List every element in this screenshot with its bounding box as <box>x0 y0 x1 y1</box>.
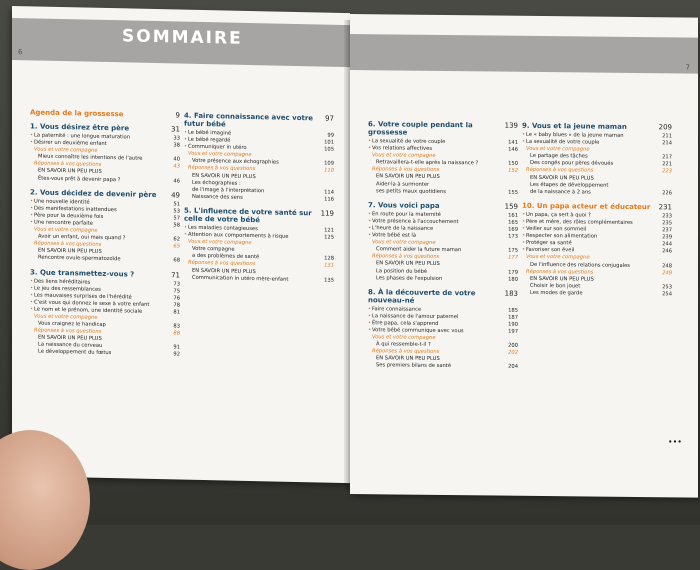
toc-entry-text: EN SAVOIR UN PEU PLUS <box>38 247 102 256</box>
section-page-number: 31 <box>171 125 180 134</box>
section-title-text: 9. Vous et la jeune maman <box>522 121 627 131</box>
section-title-text: 3. Que transmettez-vous ? <box>30 267 135 279</box>
toc-entry-page: 105 <box>324 146 334 153</box>
toc-entry-page: 58 <box>173 222 180 229</box>
page-number: 7 <box>685 63 690 72</box>
toc-entry-text: Le « baby blues » de la jeune maman <box>526 131 624 139</box>
section-title-text: 10. Un papa acteur et éducateur <box>522 201 651 211</box>
toc-entry-page: 65 <box>173 243 180 250</box>
toc-entry-text: Réponses à vos questions <box>188 260 256 268</box>
toc-column <box>30 102 180 359</box>
toc-entry <box>368 363 518 372</box>
section-page-number: 231 <box>658 203 672 212</box>
toc-entry-text: Un papa, ça sert à quoi ? <box>526 211 591 219</box>
header-bar <box>12 18 350 67</box>
toc-entry-page: 249 <box>662 269 672 276</box>
toc-entry-page: 233 <box>662 213 672 220</box>
section-title <box>30 268 180 279</box>
toc-entry-text: EN SAVOIR UN PEU PLUS <box>376 173 440 181</box>
toc-entry-page: 235 <box>662 220 672 227</box>
toc-entry-page: 110 <box>324 168 334 175</box>
toc-entry-text: EN SAVOIR UN PEU PLUS <box>376 355 440 363</box>
toc-entry-page: 99 <box>327 132 334 139</box>
toc-entry-text: La paternité : une longue maturation <box>34 132 130 141</box>
toc-entry-text: La position du bébé <box>376 267 428 275</box>
toc-entry-text: Le bébé imaginé <box>188 129 232 137</box>
toc-entry-text: EN SAVOIR UN PEU PLUS <box>38 334 102 343</box>
toc-entry-text: Père et mère, des rôles complémentaires <box>526 218 633 226</box>
toc-entry-text: Votre bébé est là <box>372 232 417 239</box>
toc-entry-text: Les étapes de développement <box>530 181 609 189</box>
toc-entry-page: 125 <box>324 234 334 241</box>
toc-entry-page: 237 <box>662 227 672 234</box>
ellipsis-icon: ••• <box>667 437 682 447</box>
section-page-number: 71 <box>171 270 180 280</box>
toc-entry-page: 175 <box>508 247 518 254</box>
toc-entry-page: 197 <box>508 328 518 335</box>
toc-entry-text: Vous et votre compagne <box>34 226 98 234</box>
toc-entry-text: EN SAVOIR UN PEU PLUS <box>530 275 594 283</box>
toc-entry-page: 43 <box>173 163 180 170</box>
left-page <box>12 6 350 483</box>
toc-entry-page: 146 <box>508 146 518 153</box>
toc-entry-text: En route pour la maternité <box>372 210 441 218</box>
toc-entry-page: 88 <box>173 330 180 337</box>
toc-entry-text: Veiller sur son sommeil <box>526 225 587 233</box>
section-title-text: 6. Votre couple pendant la grossesse <box>368 120 473 137</box>
section-page-number: 97 <box>325 114 334 123</box>
section-title <box>184 207 334 226</box>
toc-entry-page: 226 <box>662 190 672 197</box>
toc-entry-text: Vous et votre compagne <box>188 238 252 247</box>
toc-entry-page: 221 <box>662 161 672 168</box>
toc-entry-text: Réponses à vos questions <box>372 253 440 261</box>
section-title-text: 4. Faire connaissance avec votre futur bébé <box>184 111 314 129</box>
toc-entry-page: 152 <box>508 168 518 175</box>
toc-entry-page: 217 <box>662 154 672 161</box>
section-title <box>30 188 180 199</box>
toc-entry-text: Réponses à vos questions <box>34 327 102 336</box>
section-title <box>522 122 672 132</box>
toc-entry-page: 76 <box>173 295 180 302</box>
toc-entry-page: 185 <box>508 307 518 314</box>
toc-entry-page: 179 <box>508 269 518 276</box>
toc-entry <box>522 189 672 198</box>
toc-entry-text: Le jeu des ressemblances <box>34 285 101 293</box>
toc-entry-page: 68 <box>173 257 180 264</box>
toc-entry-page: 128 <box>324 255 334 263</box>
toc-entry-text: L'heure de la naissance <box>372 225 434 232</box>
toc-entry-text: Réponses à vos questions <box>34 240 102 249</box>
toc-entry-page: 78 <box>173 302 180 309</box>
toc-entry-text: Aider-la à surmonter <box>376 180 430 188</box>
section-title <box>368 201 518 211</box>
toc-entry-text: de la naissance à 2 ans <box>530 188 591 196</box>
section-page-number: 9 <box>175 111 180 120</box>
toc-entry-page: 40 <box>173 156 180 163</box>
page-number: 6 <box>18 48 23 57</box>
toc-entry-text: EN SAVOIR UN PEU PLUS <box>376 260 440 268</box>
toc-entry-text: Vous et votre compagne <box>372 334 436 341</box>
toc-entry-page: 46 <box>173 177 180 185</box>
toc-entry-page: 223 <box>662 168 672 175</box>
toc-entry-page: 135 <box>324 277 334 284</box>
toc-entry-page: 38 <box>173 142 180 149</box>
toc-column <box>368 114 518 371</box>
toc-entry-text: Retravaillera-t-elle après la naissance ? <box>376 159 479 167</box>
section-title-text: 7. Vous voici papa <box>368 200 440 210</box>
toc-entry-page: 131 <box>324 262 334 270</box>
toc-entry-text: La sexualité de votre couple <box>526 138 600 146</box>
toc-entry-text: Réponses à vos questions <box>372 348 440 356</box>
toc-entry-page: 254 <box>662 291 672 298</box>
toc-entry-text: Faire connaissance <box>372 305 422 313</box>
toc-entry-page: 109 <box>324 160 334 168</box>
toc-entry-text: Des liens héréditaires <box>34 277 91 286</box>
section-title-text: 8. À la découverte de votre nouveau-né <box>368 287 476 305</box>
toc-entry-page: 101 <box>324 139 334 146</box>
toc-entry-text: Être papa, cela s'apprend <box>372 320 439 327</box>
toc-entry-text: Des congés pour pères dévoués <box>530 160 614 168</box>
toc-entry-page: 177 <box>508 254 518 262</box>
toc-entry-text: Le bébé regardé <box>188 136 231 144</box>
toc-entry-text: Des manifestations inattendues <box>34 205 117 213</box>
toc-entry-text: ses petits maux quotidiens <box>376 187 446 195</box>
toc-column <box>522 116 672 299</box>
toc-column <box>184 106 334 285</box>
toc-entry-page: 51 <box>173 201 180 208</box>
section-page-number: 139 <box>504 121 518 130</box>
toc-entry-text: Les modes de garde <box>530 289 583 297</box>
toc-entry-page: 248 <box>662 262 672 269</box>
toc-entry-text: Votre compagne <box>192 245 235 253</box>
toc-entry-text: Une rencontre parfaite <box>34 219 93 227</box>
toc-entry-text: À qui ressemble-t-il ? <box>376 341 431 349</box>
toc-entry-text: Réponses à vos questions <box>526 268 594 276</box>
toc-entry-page: 214 <box>662 140 672 147</box>
section-page-number: 183 <box>504 289 518 298</box>
toc-entry-text: Le partage des tâches <box>530 153 588 160</box>
toc-entry-text: Père pour la deuxième fois <box>34 212 104 220</box>
toc-entry-text: Choisir le bon jouet <box>530 282 581 290</box>
toc-entry-text: Ses premiers bilans de santé <box>376 362 452 370</box>
toc-entry-text: La naissance du cerveau <box>38 341 103 350</box>
toc-entry-page: 246 <box>662 248 672 255</box>
toc-entry-text: C'est vous qui donnez le sexe à votre enfant <box>34 299 150 308</box>
toc-entry-page: 33 <box>173 135 180 142</box>
toc-entry-page: 211 <box>662 133 672 140</box>
toc-entry-text: La naissance de l'amour paternel <box>372 313 459 320</box>
toc-entry <box>368 188 518 197</box>
section-title-text: 5. L'influence de votre santé sur celle de votre bébé <box>184 206 312 225</box>
toc-entry-page: 180 <box>508 276 518 283</box>
section-page-number: 159 <box>504 202 518 211</box>
toc-entry-text: EN SAVOIR UN PEU PLUS <box>38 168 102 176</box>
toc-entry-page: 190 <box>508 321 518 328</box>
toc-entry-page: 92 <box>173 351 180 358</box>
toc-entry-page: 173 <box>508 233 518 240</box>
section-title <box>30 122 180 133</box>
toc-entry-text: Vous et votre compagne <box>526 146 590 153</box>
toc-entry-page: 204 <box>508 364 518 371</box>
header-bar <box>350 34 698 74</box>
toc-entry-page: 239 <box>662 234 672 241</box>
toc-entry-text: Vos relations affectives <box>372 145 433 152</box>
toc-entry-text: Vous et votre compagne <box>372 152 436 160</box>
toc-entry-page: 244 <box>662 241 672 248</box>
toc-entry-page: 57 <box>173 215 180 222</box>
toc-entry-text: Rencontre ovule-spermatozoïde <box>38 254 121 263</box>
toc-entry-text: Êtes-vous prêt à devenir papa ? <box>38 175 121 183</box>
toc-entry-page: 253 <box>662 284 672 291</box>
section-title <box>368 120 518 138</box>
page-title: SOMMAIRE <box>122 26 243 49</box>
section-page-number: 49 <box>171 190 180 200</box>
section-title-text: Agenda de la grossesse <box>30 108 124 119</box>
toc-entry-page: 161 <box>508 212 518 219</box>
toc-entry-page: 81 <box>173 309 180 316</box>
toc-entry-page: 141 <box>508 139 518 146</box>
toc-entry-text: Votre présence aux échographies <box>192 158 279 166</box>
toc-entry-page: 62 <box>173 236 180 243</box>
toc-entry-page: 53 <box>173 208 180 215</box>
toc-entry-text: Le nom et le prénom, une identité sociale <box>34 306 143 315</box>
toc-entry-text: Votre bébé communique avec vous <box>372 327 464 335</box>
toc-entry-page: 165 <box>508 219 518 226</box>
toc-entry-text: De l'influence des relations conjugales <box>530 261 630 269</box>
toc-entry-page: 114 <box>324 189 334 196</box>
toc-entry-text: a des problèmes de santé <box>192 253 260 261</box>
toc-entry-text: Les maladies contagieuses <box>188 224 258 233</box>
toc-entry-text: Réponses à vos questions <box>188 165 256 173</box>
toc-entry-text: EN SAVOIR UN PEU PLUS <box>192 267 256 275</box>
toc-entry-text: Vous et votre compagne <box>34 146 98 154</box>
section-title <box>522 202 672 212</box>
toc-entry-text: Vous et votre compagne <box>526 254 590 261</box>
toc-entry-text: Respecter son alimentation <box>526 232 598 240</box>
toc-entry-text: Les mauvaises surprises de l'hérédité <box>34 292 132 301</box>
section-page-number: 119 <box>320 209 334 218</box>
section-title <box>368 288 518 306</box>
toc-entry-page: 75 <box>173 287 180 295</box>
toc-entry-page: 73 <box>173 280 180 288</box>
toc-entry-page: 187 <box>508 314 518 321</box>
toc-entry-page: 116 <box>324 196 334 203</box>
section-title-text: 1. Vous désirez être père <box>30 122 130 133</box>
section-page-number: 209 <box>658 123 672 132</box>
toc-entry-text: Le développement du fœtus <box>38 348 112 357</box>
toc-entry-text: EN SAVOIR UN PEU PLUS <box>530 174 594 182</box>
toc-entry-page: 200 <box>508 342 518 349</box>
toc-entry-text: Vous craignez le handicap <box>38 320 106 329</box>
toc-entry-text: Réponses à vos questions <box>526 167 594 175</box>
toc-entry-text: Votre présence à l'accouchement <box>372 218 459 225</box>
toc-entry-page: 155 <box>508 189 518 196</box>
toc-entry-text: Comment aider la future maman <box>376 246 462 254</box>
toc-entry-text: Les phases de l'expulsion <box>376 274 443 282</box>
section-title <box>184 112 334 131</box>
toc-entry-text: Favoriser son éveil <box>526 247 575 254</box>
toc-entry <box>368 275 518 284</box>
toc-entry-text: Réponses à vos questions <box>34 160 102 169</box>
toc-entry-text: Mieux connaître les intentions de l'autre <box>38 153 143 163</box>
toc-entry-page: 83 <box>173 323 180 330</box>
toc-entry-page: 202 <box>508 349 518 357</box>
section-title <box>30 108 180 119</box>
toc-entry-page: 121 <box>324 227 334 234</box>
toc-entry-text: Attention aux comportements à risque <box>188 231 289 240</box>
section-title-text: 2. Vous décidez de devenir père <box>30 188 157 199</box>
toc-entry-text: Réponses à vos questions <box>372 166 440 174</box>
right-page <box>350 14 698 498</box>
toc-entry-text: de l'image à l'interprétation <box>192 186 265 195</box>
toc-entry-text: Une nouvelle identité <box>34 198 90 206</box>
toc-entry-text: Communiquer in utéro <box>188 143 247 152</box>
toc-entry-page: 150 <box>508 160 518 168</box>
toc-entry-text: Avoir un enfant, oui mais quand ? <box>38 233 126 242</box>
toc-entry-text: Vous et votre compagne <box>372 239 436 247</box>
toc-entry-text: Vous et votre compagne <box>34 313 98 321</box>
toc-entry-page: 91 <box>173 344 180 351</box>
toc-entry <box>522 290 672 299</box>
toc-entry-page: 169 <box>508 226 518 233</box>
toc-entry-text: Les échographies : <box>192 179 241 187</box>
toc-entry-text: EN SAVOIR UN PEU PLUS <box>192 172 256 180</box>
toc-entry-text: Désirer un deuxième enfant <box>34 139 107 148</box>
toc-entry-text: Vous et votre compagne <box>188 150 252 159</box>
toc-entry-text: Protéger sa santé <box>526 240 572 247</box>
toc-entry-text: La sexualité de votre couple <box>372 138 446 145</box>
toc-entry-text: Naissance des sens <box>192 193 243 201</box>
toc-entry-text: Communication in utéro mère-enfant <box>192 274 289 283</box>
